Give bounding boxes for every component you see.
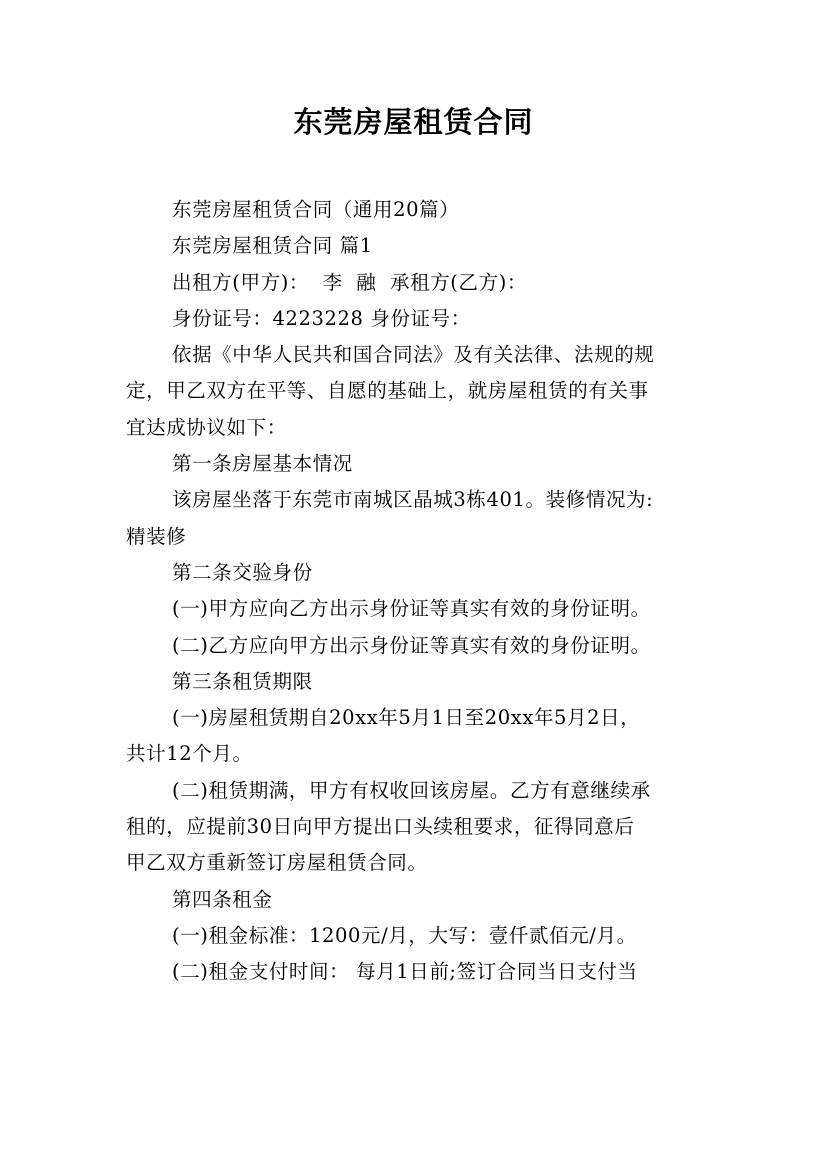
paragraph-line: (一)房屋租赁期自20xx年5月1日至20xx年5月2日， <box>172 706 641 730</box>
paragraph-line: (二)乙方应向甲方出示身份证等真实有效的身份证明。 <box>172 633 651 657</box>
paragraph-line: 依据《中华人民共和国合同法》及有关法律、法规的规 <box>172 343 655 367</box>
paragraph-line: 定，甲乙双方在平等、自愿的基础上，就房屋租赁的有关事 <box>126 379 649 403</box>
section-heading: 第二条交验身份 <box>172 560 313 584</box>
paragraph-line: 东莞房屋租赁合同 篇1 <box>172 234 373 258</box>
paragraph-line: (一)甲方应向乙方出示身份证等真实有效的身份证明。 <box>172 597 651 621</box>
paragraph-line: (二)租赁期满，甲方有权收回该房屋。乙方有意继续承 <box>172 778 651 802</box>
paragraph-line: 宜达成协议如下： <box>126 415 287 439</box>
section-heading: 第四条租金 <box>172 887 273 911</box>
paragraph-line: 出租方(甲方)： 李 融 承租方(乙方)： <box>172 270 528 294</box>
paragraph-line: (二)租金支付时间： 每月1日前;签订合同当日支付当 <box>172 960 638 984</box>
paragraph-line: 该房屋坐落于东莞市南城区晶城3栋401。装修情况为: <box>172 488 654 512</box>
section-heading: 第一条房屋基本情况 <box>172 452 353 476</box>
section-heading: 第三条租赁期限 <box>172 669 313 693</box>
paragraph-line: 身份证号：4223228 身份证号： <box>172 306 471 330</box>
paragraph-line: 租的，应提前30日向甲方提出口头续租要求，征得同意后 <box>126 815 635 839</box>
paragraph-line: 精装修 <box>126 524 187 548</box>
paragraph-line: (一)租金标准：1200元/月，大写：壹仟贰佰元/月。 <box>172 923 637 947</box>
paragraph-line: 甲乙双方重新签订房屋租赁合同。 <box>126 851 428 875</box>
document-body <box>126 192 716 991</box>
document-title: 东莞房屋租赁合同 <box>293 105 534 139</box>
paragraph-line: 共计12个月。 <box>126 742 253 766</box>
paragraph-line: 东莞房屋租赁合同（通用20篇） <box>172 198 460 221</box>
